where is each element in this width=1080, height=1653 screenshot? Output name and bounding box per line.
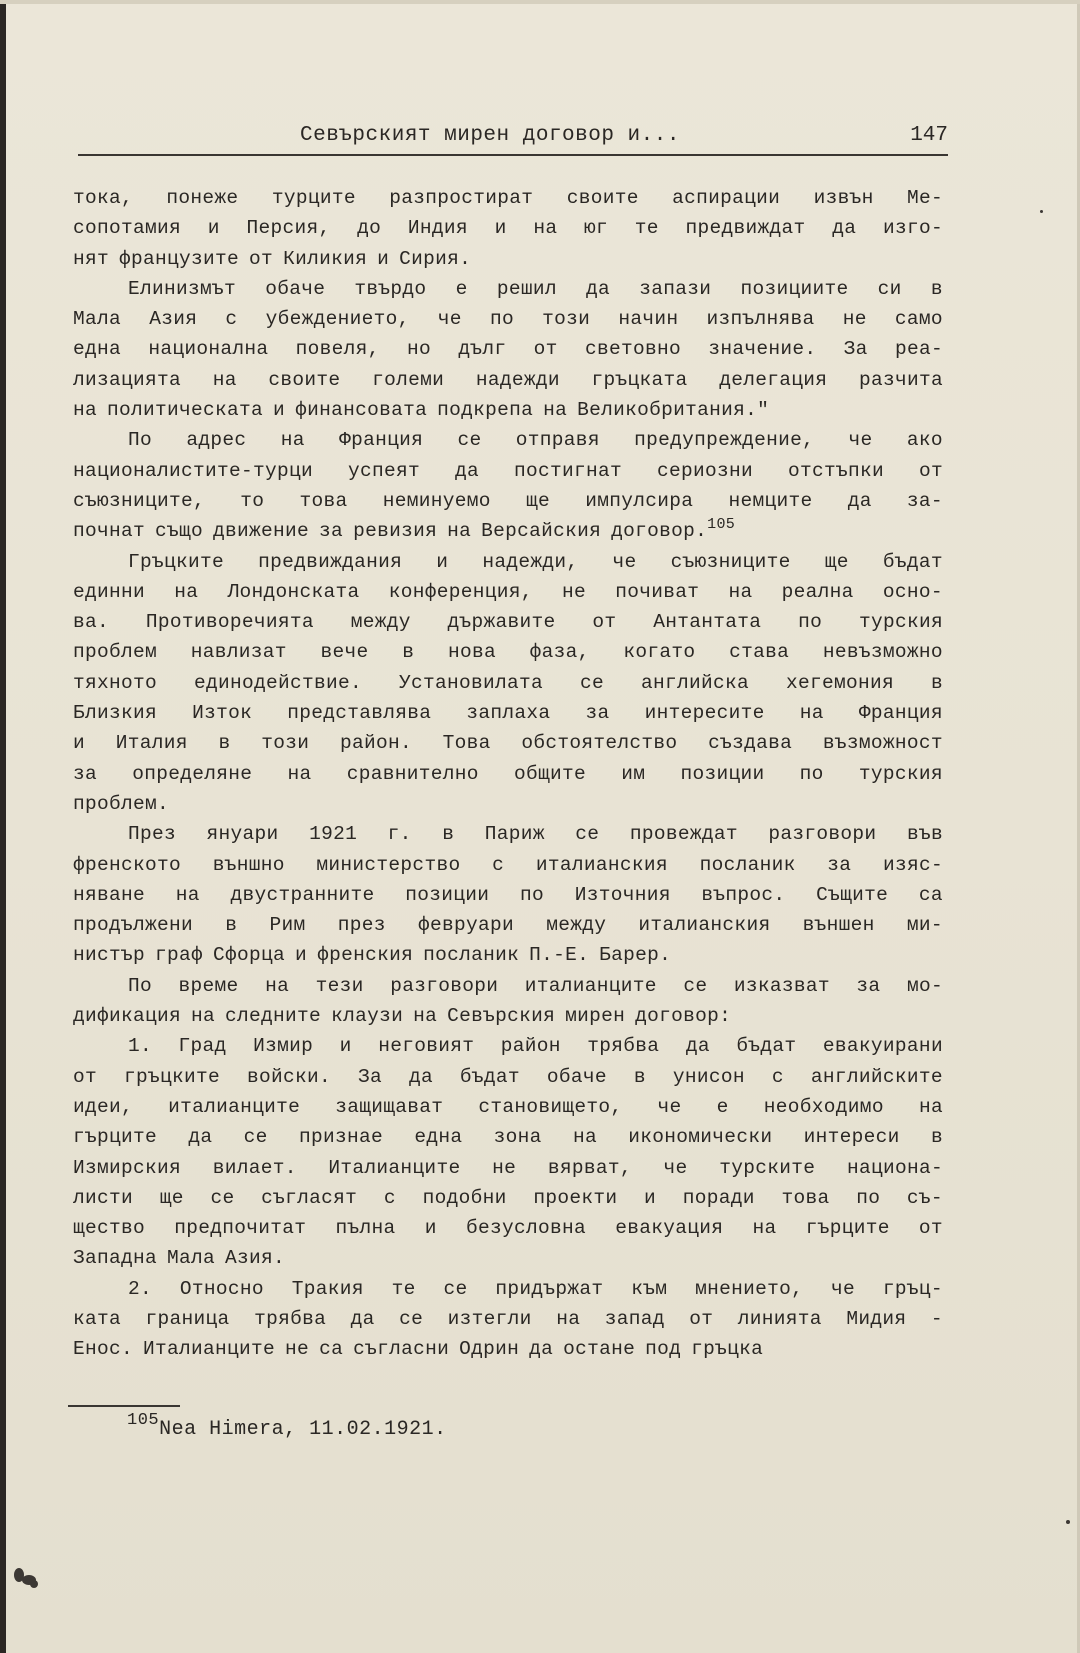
- text-line: на политическата и финансовата подкрепа на Великобритания.": [73, 399, 770, 422]
- text-line: няване на двустранните позиции по Източния въпрос. Същите са: [73, 883, 943, 906]
- text-line: Близкия Изток представлява заплаха за интересите на Франция: [73, 702, 943, 725]
- text-line: листи ще се съгласят с подобни проекти и поради това по съ-: [73, 1186, 943, 1209]
- text-line: 2. Относно Тракия те се придържат към мнението, че гръц-: [128, 1277, 943, 1300]
- footnote-reference: 105: [707, 516, 736, 534]
- text-line: Елинизмът обаче твърдо е решил да запази позициите си в: [128, 277, 943, 300]
- text-line: Мала Азия с убеждението, че по този начин изпълнява не само: [73, 308, 943, 331]
- text-line: ката граница трябва да се изтегли на запад от линията Мидия -: [73, 1307, 943, 1330]
- text-line: Западна Мала Азия.: [73, 1247, 286, 1270]
- text-line: нят французите от Киликия и Сирия.: [73, 247, 472, 270]
- paragraph-p1: [73, 183, 943, 274]
- text-line: почнат също движение за ревизия на Версайския договор.$^{105}$: [73, 516, 736, 543]
- scan-speck: [30, 1580, 38, 1588]
- text-line: френското външно министерство с италианския посланик за изяс-: [73, 853, 943, 876]
- text-line: една национална повеля, но дълг от световно значение. За реа-: [73, 338, 943, 361]
- footnote-text: Nea Himera, 11.02.1921.: [159, 1418, 447, 1441]
- text-line: проблем.: [73, 792, 170, 815]
- text-line: националистите-турци успеят да постигнат сериозни отстъпки от: [73, 459, 943, 482]
- text-line: По време на тези разговори италианците се изказват за мо-: [128, 974, 943, 997]
- text-line: за определяне на сравнително общите им позиции по турския: [73, 762, 943, 785]
- text-line: По адрес на Франция се отправя предупреждение, че ако: [128, 429, 943, 452]
- text-line: Измирския вилает. Италианците не вярват, че турските национа-: [73, 1156, 943, 1179]
- scan-speck: [1040, 210, 1043, 213]
- footnote: [127, 1411, 447, 1441]
- text-line: съюзниците, то това неминуемо ще импулсира немците да за-: [73, 489, 943, 512]
- text-line: Гръцките предвиждания и надежди, че съюзниците ще бъдат: [128, 550, 943, 573]
- running-header-title: Севърският мирен договор и...: [300, 124, 680, 147]
- footnote-number: 105: [127, 1411, 160, 1430]
- text-line: от гръцките войски. За да бъдат обаче в унисон с английските: [73, 1065, 943, 1088]
- page-number: 147: [910, 124, 948, 147]
- text-line: 1. Град Измир и неговият район трябва да бъдат евакуирани: [128, 1035, 943, 1058]
- text-line: проблем навлизат вече в нова фаза, когато става невъзможно: [73, 641, 943, 664]
- text-line: През януари 1921 г. в Париж се провеждат разговори във: [128, 823, 943, 846]
- paragraph-p5: [73, 819, 943, 970]
- text-line: лизацията на своите големи надежди гръцката делегация разчита: [73, 368, 943, 391]
- text-line: идеи, италианците защищават становището, че е необходимо на: [73, 1095, 943, 1118]
- text-line: щество предпочитат пълна и безусловна евакуация на гърците от: [73, 1217, 943, 1240]
- text-line: продължени в Рим през февруари между италианския външен ми-: [73, 914, 943, 937]
- text-line: сопотамия и Персия, до Индия и на юг те предвиждат да изго-: [73, 217, 943, 240]
- text-line: нистър граф Сфорца и френския посланик П.-Е. Барер.: [73, 944, 672, 967]
- running-header: [78, 124, 948, 156]
- paragraph-p2: [73, 274, 943, 425]
- text-line: тока, понеже турците разпростират своите аспирации извън Ме-: [73, 187, 943, 209]
- scan-left-edge: [0, 0, 6, 1653]
- paragraph-p8: [73, 1274, 943, 1365]
- text-line: гърците да се признае една зона на икономически интереси в: [73, 1126, 943, 1149]
- text-line: ва. Противоречията между държавите от Антантата по турския: [73, 611, 943, 634]
- paragraph-p6: [73, 971, 943, 1032]
- scan-speck: [1066, 1520, 1070, 1524]
- paragraph-p3: [73, 425, 943, 546]
- scan-top-edge: [0, 0, 1080, 4]
- text-line: и Италия в този район. Това обстоятелство създава възможност: [73, 732, 943, 755]
- body-text: [73, 183, 943, 1365]
- text-line: тяхното единодействие. Установилата се английска хегемония в: [73, 671, 943, 694]
- paragraph-p7: [73, 1031, 943, 1273]
- footnote-separator: [68, 1405, 180, 1407]
- paragraph-p4: [73, 547, 943, 820]
- text-line: дификация на следните клаузи на Севърския мирен договор:: [73, 1005, 732, 1028]
- text-line: единни на Лондонската конференция, не почиват на реална осно-: [73, 580, 943, 603]
- text-line: Енос. Италианците не са съгласни Одрин да остане под гръцка: [73, 1338, 764, 1361]
